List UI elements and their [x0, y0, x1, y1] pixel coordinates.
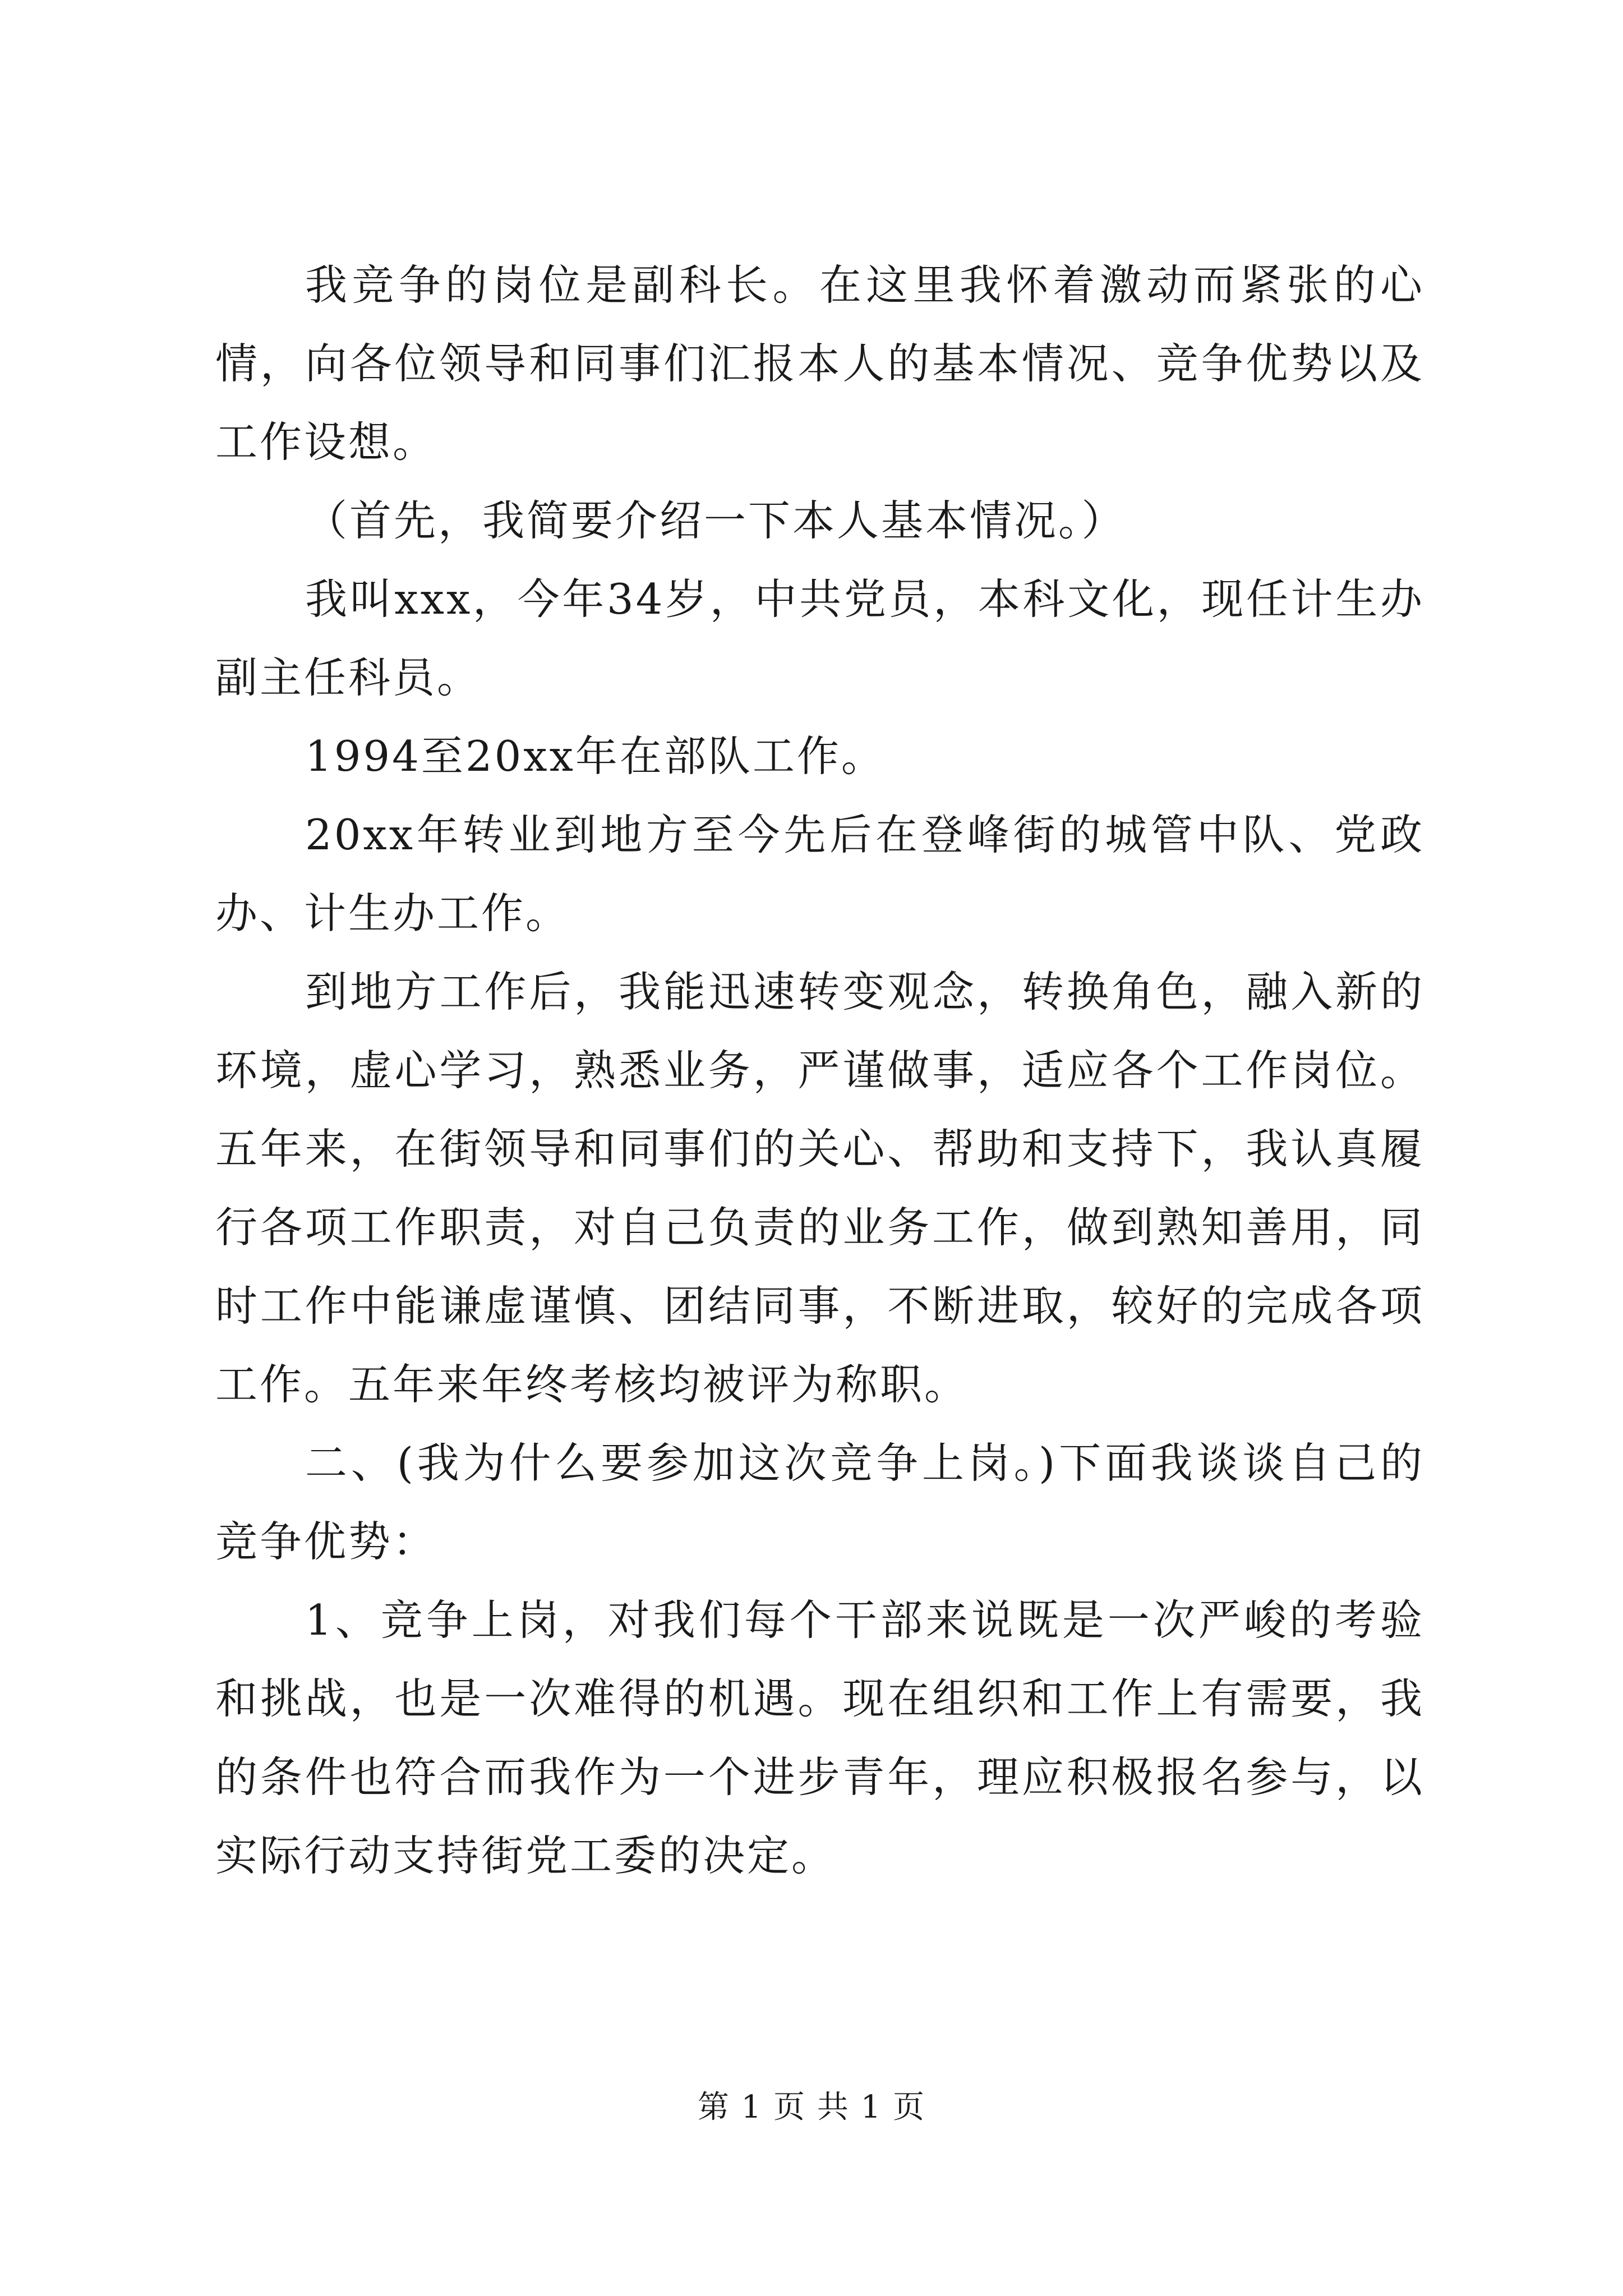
paragraph-work-performance: 到地方工作后，我能迅速转变观念，转换角色，融入新的环境，虚心学习，熟悉业务，严谨做事，适应各个工作岗位。五年来，在街领导和同事们的关心、帮助和支持下，我认真履行各项工作职责，对自己负责的业务工作，做到熟知善用，同时工作中能谦虚谨慎、团结同事，不断进取，较好的完成各项工作。五年来年终考核均被评为称职。 — [215, 967, 1424, 1409]
paragraph-advantages-heading: 二、(我为什么要参加这次竞争上岗。)下面我谈谈自己的竞争优势： — [215, 1438, 1424, 1566]
paragraph-personal-info: 我叫xxx，今年34岁，中共党员，本科文化，现任计生办副主任科员。 — [215, 574, 1424, 702]
paragraph-intro-heading: （首先，我简要介绍一下本人基本情况。） — [305, 496, 1126, 545]
paragraph-advantage-1: 1、竞争上岗，对我们每个干部来说既是一次严峻的考验和挑战，也是一次难得的机遇。现在组织和工作上有需要，我的条件也符合而我作为一个进步青年，理应积极报名参与，以实际行动支持街党工委的决定。 — [215, 1595, 1424, 1880]
page-footer: 第 1 页 共 1 页 — [697, 2089, 926, 2125]
paragraph-army-service: 1994至20xx年在部队工作。 — [305, 731, 886, 781]
paragraph-position: 我竞争的岗位是副科长。在这里我怀着激动而紧张的心情，向各位领导和同事们汇报本人的基本情况、竞争优势以及工作设想。 — [215, 260, 1424, 467]
document-body — [215, 246, 1424, 1895]
paragraph-transfer: 20xx年转业到地方至今先后在登峰街的城管中队、党政办、计生办工作。 — [215, 810, 1424, 938]
